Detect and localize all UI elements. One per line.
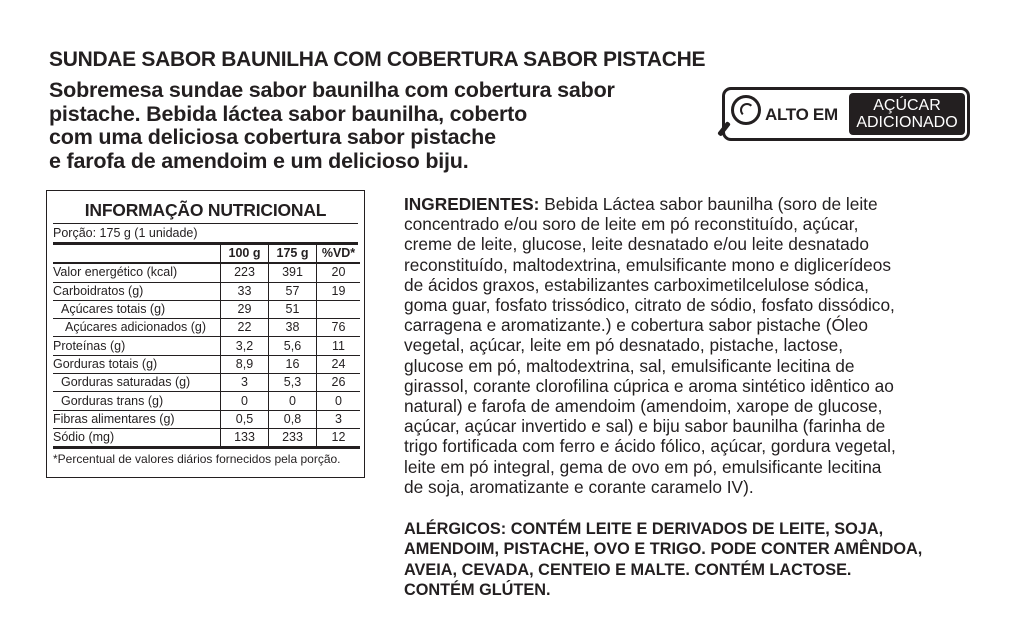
value-100g: 0 bbox=[221, 392, 269, 410]
description-line: pistache. Bebida láctea sabor baunilha, coberto bbox=[49, 101, 528, 126]
nutrition-portion: Porção: 175 g (1 unidade) bbox=[53, 224, 358, 245]
value-vd: 11 bbox=[317, 337, 361, 355]
value-vd: 76 bbox=[317, 319, 361, 337]
value-100g: 8,9 bbox=[221, 355, 269, 373]
ingredients-text bbox=[404, 194, 994, 497]
ingredients-line: creme de leite, glucose, leite desnatado e/ou leite desnatado bbox=[404, 234, 869, 255]
description-line: e farofa de amendoim e um delicioso biju. bbox=[49, 148, 469, 173]
seal-nutrient-line1: AÇÚCAR bbox=[873, 97, 941, 114]
ingredients-line: girassol, corante clorofilina cúprica e aroma sintético idêntico ao bbox=[404, 375, 894, 396]
ingredients-label: INGREDIENTES: bbox=[404, 194, 540, 214]
value-100g: 29 bbox=[221, 300, 269, 318]
value-175g: 5,6 bbox=[269, 337, 317, 355]
nutrition-row bbox=[53, 263, 360, 282]
header-175g: 175 g bbox=[269, 245, 317, 263]
value-175g: 0 bbox=[269, 392, 317, 410]
value-vd: 3 bbox=[317, 410, 361, 428]
value-175g: 391 bbox=[269, 263, 317, 282]
magnifier-handle bbox=[717, 121, 731, 137]
nutrition-row bbox=[53, 392, 360, 410]
value-175g: 16 bbox=[269, 355, 317, 373]
nutrition-facts-table bbox=[46, 190, 365, 478]
nutrition-row bbox=[53, 337, 360, 355]
value-175g: 51 bbox=[269, 300, 317, 318]
description-line: Sobremesa sundae sabor baunilha com cobertura sabor bbox=[49, 78, 615, 102]
nutrition-row bbox=[53, 355, 360, 373]
allergens-line: AVEIA, CEVADA, CENTEIO E MALTE. CONTÉM LACTOSE. bbox=[404, 560, 852, 579]
value-vd: 26 bbox=[317, 374, 361, 392]
header-empty-cell bbox=[53, 245, 221, 263]
value-vd: 0 bbox=[317, 392, 361, 410]
ingredients-line bbox=[404, 194, 994, 214]
value-100g: 33 bbox=[221, 282, 269, 300]
ingredients-line: vegetal, açúcar, leite em pó desnatado, pistache, lactose, bbox=[404, 335, 844, 356]
nutrition-row bbox=[53, 319, 360, 337]
value-100g: 22 bbox=[221, 319, 269, 337]
header-100g: 100 g bbox=[221, 245, 269, 263]
allergens-line: ALÉRGICOS: CONTÉM LEITE E DERIVADOS DE LEITE, SOJA, bbox=[404, 520, 884, 538]
value-100g: 3 bbox=[221, 374, 269, 392]
magnifier-icon bbox=[731, 95, 761, 125]
value-100g: 223 bbox=[221, 263, 269, 282]
ingredients-line: reconstituído, maltodextrina, emulsificante mono e diglicerídeos bbox=[404, 254, 892, 275]
ingredients-line: concentrado e/ou soro de leite em pó reconstituído, açúcar, bbox=[404, 214, 859, 235]
nutrient-label: Proteínas (g) bbox=[53, 337, 221, 355]
product-title: SUNDAE SABOR BAUNILHA COM COBERTURA SABOR PISTACHE bbox=[49, 48, 706, 71]
nutrition-footnote: *Percentual de valores diários fornecidos pela porção. bbox=[53, 452, 341, 467]
value-175g: 5,3 bbox=[269, 374, 317, 392]
ingredients-line: natural) e farofa de amendoim (amendoim, xarope de glucose, bbox=[404, 396, 883, 417]
value-175g: 233 bbox=[269, 428, 317, 447]
nutrition-grid bbox=[53, 245, 360, 449]
value-vd: 24 bbox=[317, 355, 361, 373]
nutrition-row bbox=[53, 374, 360, 392]
ingredients-first-line: Bebida Láctea sabor baunilha (soro de leite bbox=[539, 194, 878, 214]
allergens-line: CONTÉM GLÚTEN. bbox=[404, 581, 551, 600]
seal-nutrient-line2: ADICIONADO bbox=[856, 114, 958, 131]
value-100g: 133 bbox=[221, 428, 269, 447]
value-vd: 19 bbox=[317, 282, 361, 300]
value-vd bbox=[317, 300, 361, 318]
nutrient-label: Sódio (mg) bbox=[53, 428, 221, 447]
nutrition-title: INFORMAÇÃO NUTRICIONAL bbox=[53, 191, 358, 224]
seal-nutrient-box bbox=[849, 93, 965, 135]
nutrient-label: Fibras alimentares (g) bbox=[53, 410, 221, 428]
value-175g: 0,8 bbox=[269, 410, 317, 428]
ingredients-line: trigo fortificada com ferro e ácido fólico, açúcar, gordura vegetal, bbox=[404, 436, 896, 457]
ingredients-line: leite em pó integral, gema de ovo em pó, emulsificante lecitina bbox=[404, 456, 882, 477]
value-100g: 0,5 bbox=[221, 410, 269, 428]
nutrition-header-row bbox=[53, 245, 360, 263]
description-line: com uma deliciosa cobertura sabor pistache bbox=[49, 125, 496, 149]
nutrient-label: Açúcares totais (g) bbox=[53, 300, 221, 318]
value-vd: 12 bbox=[317, 428, 361, 447]
nutrition-row bbox=[53, 282, 360, 300]
nutrient-label: Gorduras saturadas (g) bbox=[53, 374, 221, 392]
nutrient-label: Gorduras trans (g) bbox=[53, 392, 221, 410]
value-100g: 3,2 bbox=[221, 337, 269, 355]
ingredients-line: goma guar, fosfato trissódico, citrato de sódio, fosfato dissódico, bbox=[404, 295, 895, 316]
ingredients-line: de soja, aromatizante e corante caramelo IV). bbox=[404, 476, 754, 497]
nutrition-row bbox=[53, 428, 360, 447]
ingredients-line: glucose em pó, maltodextrina, sal, emulsificante lecitina de bbox=[404, 355, 855, 376]
nutrient-label: Açúcares adicionados (g) bbox=[53, 319, 221, 337]
value-175g: 57 bbox=[269, 282, 317, 300]
allergens-text bbox=[404, 519, 994, 601]
allergens-line: AMENDOIM, PISTACHE, OVO E TRIGO. PODE CONTER AMÊNDOA, bbox=[404, 540, 923, 559]
seal-alto-em: ALTO EM bbox=[765, 105, 838, 124]
value-175g: 38 bbox=[269, 319, 317, 337]
ingredients-line: açúcar, açúcar invertido e sal) e biju sabor baunilha (farinha de bbox=[404, 416, 886, 437]
nutrition-row bbox=[53, 410, 360, 428]
value-vd: 20 bbox=[317, 263, 361, 282]
ingredients-line: de ácidos graxos, estabilizantes carboximetilcelulose sódica, bbox=[404, 274, 869, 295]
nutrient-label: Valor energético (kcal) bbox=[53, 263, 221, 282]
ingredients-line: carragena e aromatizante.) e cobertura sabor pistache (Óleo bbox=[404, 315, 868, 336]
header-vd: %VD* bbox=[317, 245, 361, 263]
product-description bbox=[49, 79, 709, 173]
nutrient-label: Gorduras totais (g) bbox=[53, 355, 221, 373]
nutrient-label: Carboidratos (g) bbox=[53, 282, 221, 300]
high-added-sugar-seal bbox=[722, 87, 970, 141]
nutrition-row bbox=[53, 300, 360, 318]
